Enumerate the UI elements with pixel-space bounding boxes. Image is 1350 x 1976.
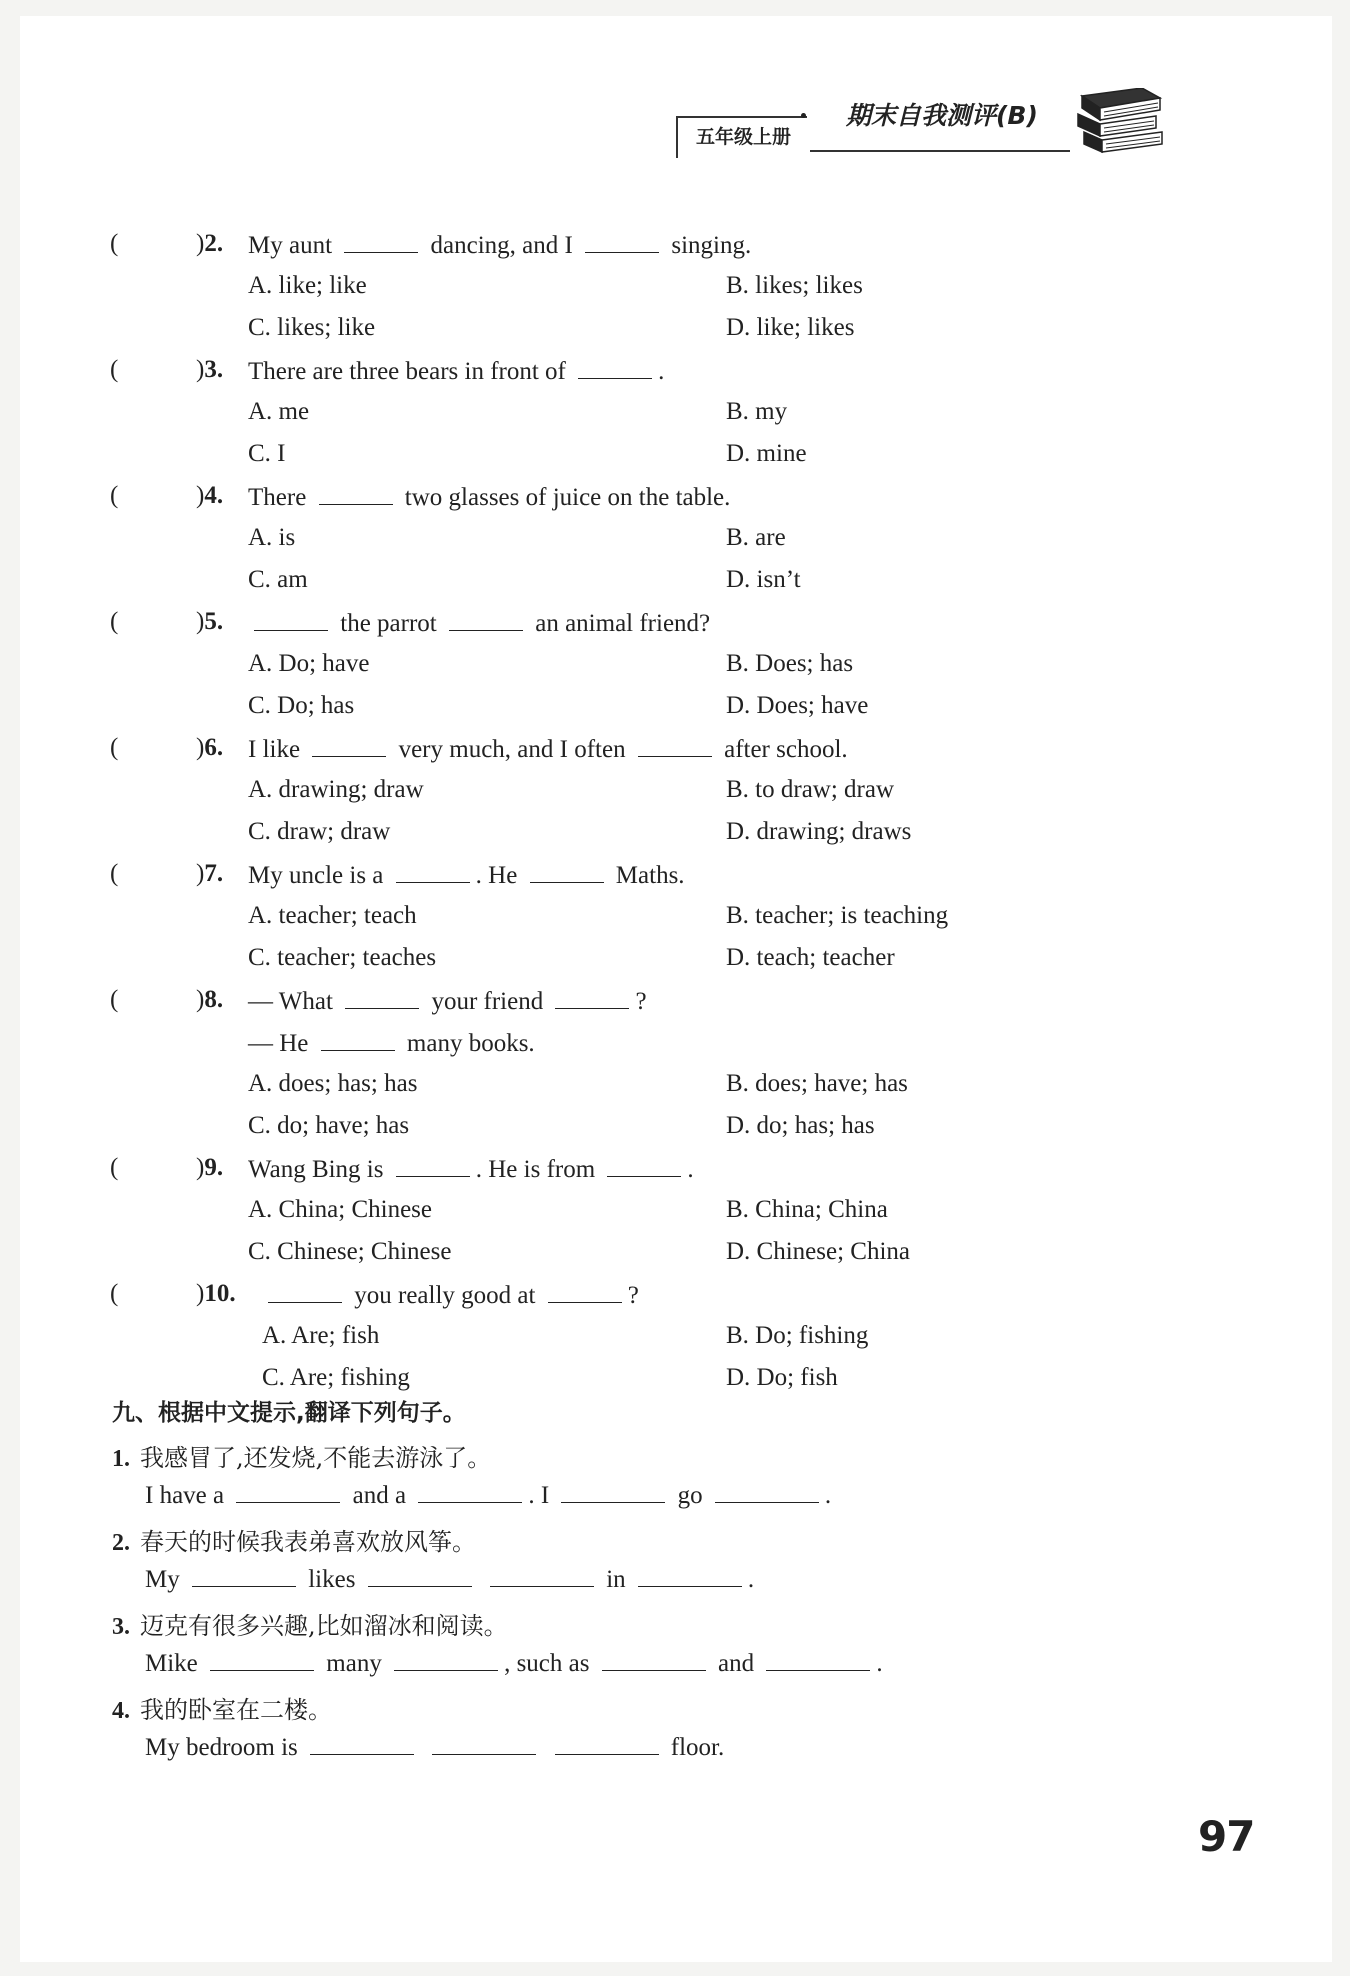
option-d[interactable]: D. drawing; draws bbox=[726, 818, 912, 845]
option-d[interactable]: D. mine bbox=[726, 440, 807, 467]
option-a[interactable]: A. like; like bbox=[248, 272, 367, 299]
question-stem bbox=[248, 986, 647, 1016]
question-row bbox=[0, 860, 1312, 900]
stem-text: . He bbox=[475, 862, 524, 889]
question-row bbox=[0, 1154, 1312, 1194]
answer-blank[interactable] bbox=[236, 1480, 340, 1503]
question-number: )3. bbox=[196, 356, 224, 383]
answer-blank[interactable] bbox=[715, 1480, 819, 1503]
question-row bbox=[0, 356, 1312, 396]
stem-text: an animal friend? bbox=[528, 610, 711, 637]
stem-text: likes bbox=[301, 1566, 362, 1593]
answer-blank[interactable] bbox=[432, 1732, 536, 1755]
answer-blank[interactable] bbox=[345, 986, 419, 1009]
stem-text: you really good at bbox=[348, 1282, 542, 1309]
answer-blank[interactable] bbox=[368, 1564, 472, 1587]
option-d[interactable]: D. teach; teacher bbox=[726, 944, 895, 971]
question-stem bbox=[248, 1028, 535, 1058]
question-stem bbox=[248, 860, 685, 890]
answer-blank[interactable] bbox=[268, 1280, 342, 1303]
question-number: )10. bbox=[196, 1280, 236, 1307]
stem-text: Maths. bbox=[609, 862, 685, 889]
question-number: )6. bbox=[196, 734, 224, 761]
answer-blank[interactable] bbox=[638, 1564, 742, 1587]
stem-text: . bbox=[747, 1566, 755, 1593]
answer-blank[interactable] bbox=[530, 860, 604, 883]
question-stem bbox=[248, 608, 710, 638]
stem-text: There are three bears in front of bbox=[248, 358, 573, 385]
chinese-prompt: 1. 我感冒了,还发烧,不能去游泳了。 bbox=[112, 1444, 492, 1472]
chinese-prompt: 2. 春天的时候我表弟喜欢放风筝。 bbox=[112, 1528, 476, 1556]
question-row-continued bbox=[0, 1028, 1312, 1068]
option-c[interactable]: C. Chinese; Chinese bbox=[248, 1238, 452, 1265]
stem-text: ? bbox=[627, 1282, 639, 1309]
answer-blank[interactable] bbox=[254, 608, 328, 631]
option-b[interactable]: B. to draw; draw bbox=[726, 776, 895, 803]
english-translation-line bbox=[145, 1732, 724, 1762]
option-c[interactable]: C. likes; like bbox=[248, 314, 376, 341]
option-b[interactable]: B. teacher; is teaching bbox=[726, 902, 949, 929]
stem-text: two glasses of juice on the table. bbox=[398, 484, 731, 511]
option-b[interactable]: B. does; have; has bbox=[726, 1070, 908, 1097]
answer-blank[interactable] bbox=[490, 1564, 594, 1587]
answer-blank[interactable] bbox=[394, 1648, 498, 1671]
chinese-prompt: 3. 迈克有很多兴趣,比如溜冰和阅读。 bbox=[112, 1612, 508, 1640]
stem-text: . bbox=[824, 1482, 832, 1509]
option-d[interactable]: D. Do; fish bbox=[726, 1364, 838, 1391]
option-b[interactable]: B. Do; fishing bbox=[726, 1322, 869, 1349]
stem-text: very much, and I often bbox=[392, 736, 632, 763]
stem-text: many bbox=[320, 1650, 389, 1677]
question-row bbox=[0, 230, 1312, 270]
option-d[interactable]: D. isn’t bbox=[726, 566, 801, 593]
option-d[interactable]: D. Does; have bbox=[726, 692, 869, 719]
option-c[interactable]: C. am bbox=[248, 566, 308, 593]
stem-text: My aunt bbox=[248, 232, 339, 259]
section-nine-title: 九、根据中文提示,翻译下列句子。 bbox=[112, 1400, 466, 1426]
stem-text: . He is from bbox=[475, 1156, 602, 1183]
question-stem bbox=[262, 1280, 639, 1310]
answer-bracket[interactable]: ( bbox=[110, 230, 119, 257]
stem-text: — He bbox=[248, 1030, 315, 1057]
answer-blank[interactable] bbox=[578, 356, 652, 379]
test-title: 期末自我测评(B) bbox=[846, 101, 1038, 130]
option-c[interactable]: C. draw; draw bbox=[248, 818, 391, 845]
stem-text: . I bbox=[528, 1482, 556, 1509]
question-stem bbox=[248, 230, 751, 260]
stem-text: Wang Bing is bbox=[248, 1156, 390, 1183]
option-c[interactable]: C. Do; has bbox=[248, 692, 355, 719]
chinese-prompt: 4. 我的卧室在二楼。 bbox=[112, 1696, 332, 1724]
answer-bracket[interactable]: ( bbox=[110, 482, 119, 509]
option-d[interactable]: D. Chinese; China bbox=[726, 1238, 911, 1265]
stem-text: . bbox=[876, 1650, 883, 1677]
answer-blank[interactable] bbox=[344, 230, 418, 253]
answer-bracket[interactable]: ( bbox=[110, 1280, 119, 1307]
question-number: )8. bbox=[196, 986, 224, 1013]
stem-text: My uncle is a bbox=[248, 862, 390, 889]
stem-text: and bbox=[711, 1650, 761, 1677]
answer-blank[interactable] bbox=[607, 1154, 681, 1177]
answer-blank[interactable] bbox=[561, 1480, 665, 1503]
answer-blank[interactable] bbox=[396, 1154, 470, 1177]
stem-text: go bbox=[671, 1482, 709, 1509]
stem-text: dancing, and I bbox=[424, 232, 580, 259]
question-number: )5. bbox=[196, 608, 224, 635]
answer-bracket[interactable]: ( bbox=[110, 986, 119, 1013]
stem-text: many books. bbox=[400, 1030, 535, 1057]
question-stem bbox=[248, 1154, 694, 1184]
answer-blank[interactable] bbox=[319, 482, 393, 505]
option-a[interactable]: A. does; has; has bbox=[248, 1070, 418, 1097]
english-translation-line bbox=[145, 1564, 754, 1594]
question-number: )9. bbox=[196, 1154, 224, 1181]
header-dot bbox=[801, 113, 806, 118]
books-stack-icon bbox=[1072, 88, 1164, 158]
stem-text: I like bbox=[248, 736, 307, 763]
option-a[interactable]: A. Are; fish bbox=[262, 1322, 380, 1349]
option-c[interactable]: C. teacher; teaches bbox=[248, 944, 437, 971]
answer-blank[interactable] bbox=[210, 1648, 314, 1671]
option-a[interactable]: A. is bbox=[248, 524, 296, 551]
stem-text: after school. bbox=[717, 736, 848, 763]
option-a[interactable]: A. Do; have bbox=[248, 650, 370, 677]
stem-text: your friend bbox=[425, 988, 550, 1015]
answer-blank[interactable] bbox=[638, 734, 712, 757]
grade-label: 五年级上册 bbox=[676, 116, 807, 158]
stem-text: I have a bbox=[145, 1482, 231, 1509]
option-d[interactable]: D. do; has; has bbox=[726, 1112, 875, 1139]
option-b[interactable]: B. Does; has bbox=[726, 650, 854, 677]
question-row bbox=[0, 986, 1312, 1026]
option-b[interactable]: B. my bbox=[726, 398, 788, 425]
answer-blank[interactable] bbox=[555, 1732, 659, 1755]
answer-blank[interactable] bbox=[449, 608, 523, 631]
stem-text: . bbox=[658, 358, 665, 385]
answer-blank[interactable] bbox=[585, 230, 659, 253]
answer-blank[interactable] bbox=[602, 1648, 706, 1671]
answer-blank[interactable] bbox=[321, 1028, 395, 1051]
answer-blank[interactable] bbox=[310, 1732, 414, 1755]
english-translation-line bbox=[145, 1648, 883, 1678]
option-c[interactable]: C. do; have; has bbox=[248, 1112, 410, 1139]
option-a[interactable]: A. me bbox=[248, 398, 310, 425]
stem-text: the parrot bbox=[334, 610, 443, 637]
stem-text: My bbox=[145, 1566, 186, 1593]
question-stem bbox=[248, 356, 664, 386]
stem-text: , such as bbox=[504, 1650, 596, 1677]
question-number: )7. bbox=[196, 860, 224, 887]
question-stem bbox=[248, 482, 730, 512]
question-row bbox=[0, 734, 1312, 774]
answer-blank[interactable] bbox=[555, 986, 629, 1009]
option-c[interactable]: C. I bbox=[248, 440, 286, 467]
stem-text: — What bbox=[248, 988, 340, 1015]
option-c[interactable]: C. Are; fishing bbox=[262, 1364, 410, 1391]
stem-text bbox=[478, 1566, 484, 1593]
question-row bbox=[0, 1280, 1312, 1320]
question-number: )2. bbox=[196, 230, 224, 257]
stem-text: and a bbox=[346, 1482, 413, 1509]
answer-bracket[interactable]: ( bbox=[110, 608, 119, 635]
stem-text bbox=[542, 1734, 548, 1761]
stem-text: singing. bbox=[665, 232, 752, 259]
option-a[interactable]: A. China; Chinese bbox=[248, 1196, 433, 1223]
stem-text: . bbox=[687, 1156, 694, 1183]
answer-blank[interactable] bbox=[548, 1280, 622, 1303]
stem-text: There bbox=[248, 484, 313, 511]
question-row bbox=[0, 482, 1312, 522]
header-rule bbox=[810, 150, 1070, 152]
question-stem bbox=[248, 734, 848, 764]
answer-blank[interactable] bbox=[396, 860, 470, 883]
option-b[interactable]: B. China; China bbox=[726, 1196, 888, 1223]
option-a[interactable]: A. drawing; draw bbox=[248, 776, 424, 803]
answer-bracket[interactable]: ( bbox=[110, 734, 119, 761]
answer-blank[interactable] bbox=[418, 1480, 522, 1503]
answer-bracket[interactable]: ( bbox=[110, 1154, 119, 1181]
stem-text: My bedroom is bbox=[145, 1734, 305, 1761]
option-b[interactable]: B. likes; likes bbox=[726, 272, 863, 299]
stem-text: in bbox=[599, 1566, 632, 1593]
english-translation-line bbox=[145, 1480, 831, 1510]
answer-bracket[interactable]: ( bbox=[110, 356, 119, 383]
question-number: )4. bbox=[196, 482, 224, 509]
question-row bbox=[0, 608, 1312, 648]
option-b[interactable]: B. are bbox=[726, 524, 786, 551]
option-a[interactable]: A. teacher; teach bbox=[248, 902, 417, 929]
page-number: 97 bbox=[1198, 1812, 1255, 1861]
answer-blank[interactable] bbox=[312, 734, 386, 757]
answer-blank[interactable] bbox=[766, 1648, 870, 1671]
answer-bracket[interactable]: ( bbox=[110, 860, 119, 887]
stem-text: Mike bbox=[145, 1650, 205, 1677]
answer-blank[interactable] bbox=[192, 1564, 296, 1587]
stem-text: ? bbox=[635, 988, 647, 1015]
option-d[interactable]: D. like; likes bbox=[726, 314, 855, 341]
stem-text: floor. bbox=[664, 1734, 725, 1761]
stem-text bbox=[420, 1734, 426, 1761]
